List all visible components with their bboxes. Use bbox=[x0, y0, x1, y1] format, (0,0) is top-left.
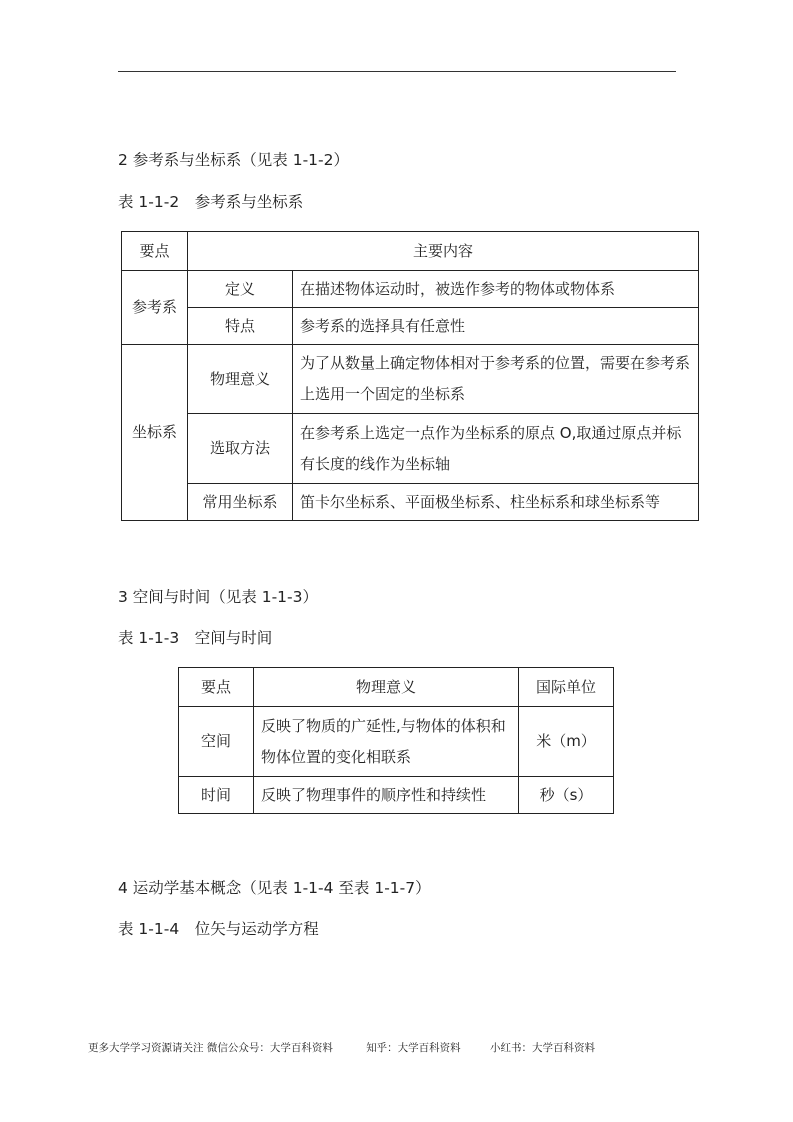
t3-time-label: 时间 bbox=[179, 777, 254, 814]
table-1-1-3-caption: 表 1-1-3 空间与时间 bbox=[118, 629, 273, 647]
t3-header-meaning: 物理意义 bbox=[254, 668, 519, 707]
t3-header-point: 要点 bbox=[179, 668, 254, 707]
t2-common-text: 笛卡尔坐标系、平面极坐标系、柱坐标系和球坐标系等 bbox=[293, 484, 699, 521]
footer-zhihu: 知乎：大学百科资料 bbox=[366, 1042, 461, 1054]
footer-wechat: 更多大学学习资源请关注 微信公众号：大学百科资料 bbox=[88, 1042, 333, 1054]
t3-time-unit: 秒（s） bbox=[519, 777, 614, 814]
t2-header-content: 主要内容 bbox=[188, 232, 699, 271]
section-2-heading: 2 参考系与坐标系（见表 1-1-2） bbox=[118, 151, 349, 169]
footer-xiaohongshu: 小红书：大学百科资料 bbox=[490, 1042, 596, 1054]
t2-meaning-label: 物理意义 bbox=[188, 345, 293, 414]
t2-common-label: 常用坐标系 bbox=[188, 484, 293, 521]
header-rule bbox=[118, 71, 676, 72]
footer bbox=[88, 1040, 595, 1055]
t3-space-meaning: 反映了物质的广延性,与物体的体积和物体位置的变化相联系 bbox=[254, 707, 519, 777]
section-3-heading: 3 空间与时间（见表 1-1-3） bbox=[118, 588, 318, 606]
t2-definition-label: 定义 bbox=[188, 271, 293, 308]
t2-group-reference-frame: 参考系 bbox=[122, 271, 188, 345]
t2-meaning-text: 为了从数量上确定物体相对于参考系的位置，需要在参考系上选用一个固定的坐标系 bbox=[293, 345, 699, 414]
t3-time-meaning: 反映了物理事件的顺序性和持续性 bbox=[254, 777, 519, 814]
table-1-1-2-caption: 表 1-1-2 参考系与坐标系 bbox=[118, 193, 304, 211]
section-4-heading: 4 运动学基本概念（见表 1-1-4 至表 1-1-7） bbox=[118, 879, 431, 897]
table-1-1-4-caption: 表 1-1-4 位矢与运动学方程 bbox=[118, 920, 319, 938]
t3-space-unit: 米（m） bbox=[519, 707, 614, 777]
t2-feature-label: 特点 bbox=[188, 308, 293, 345]
t2-method-text: 在参考系上选定一点作为坐标系的原点 O,取通过原点并标有长度的线作为坐标轴 bbox=[293, 414, 699, 484]
table-1-1-2 bbox=[121, 231, 699, 521]
t2-group-coordinate-system: 坐标系 bbox=[122, 345, 188, 521]
t3-space-label: 空间 bbox=[179, 707, 254, 777]
t2-definition-text: 在描述物体运动时，被选作参考的物体或物体系 bbox=[293, 271, 699, 308]
t2-method-label: 选取方法 bbox=[188, 414, 293, 484]
t2-feature-text: 参考系的选择具有任意性 bbox=[293, 308, 699, 345]
table-1-1-3 bbox=[178, 667, 614, 814]
t3-header-unit: 国际单位 bbox=[519, 668, 614, 707]
t2-header-point: 要点 bbox=[122, 232, 188, 271]
